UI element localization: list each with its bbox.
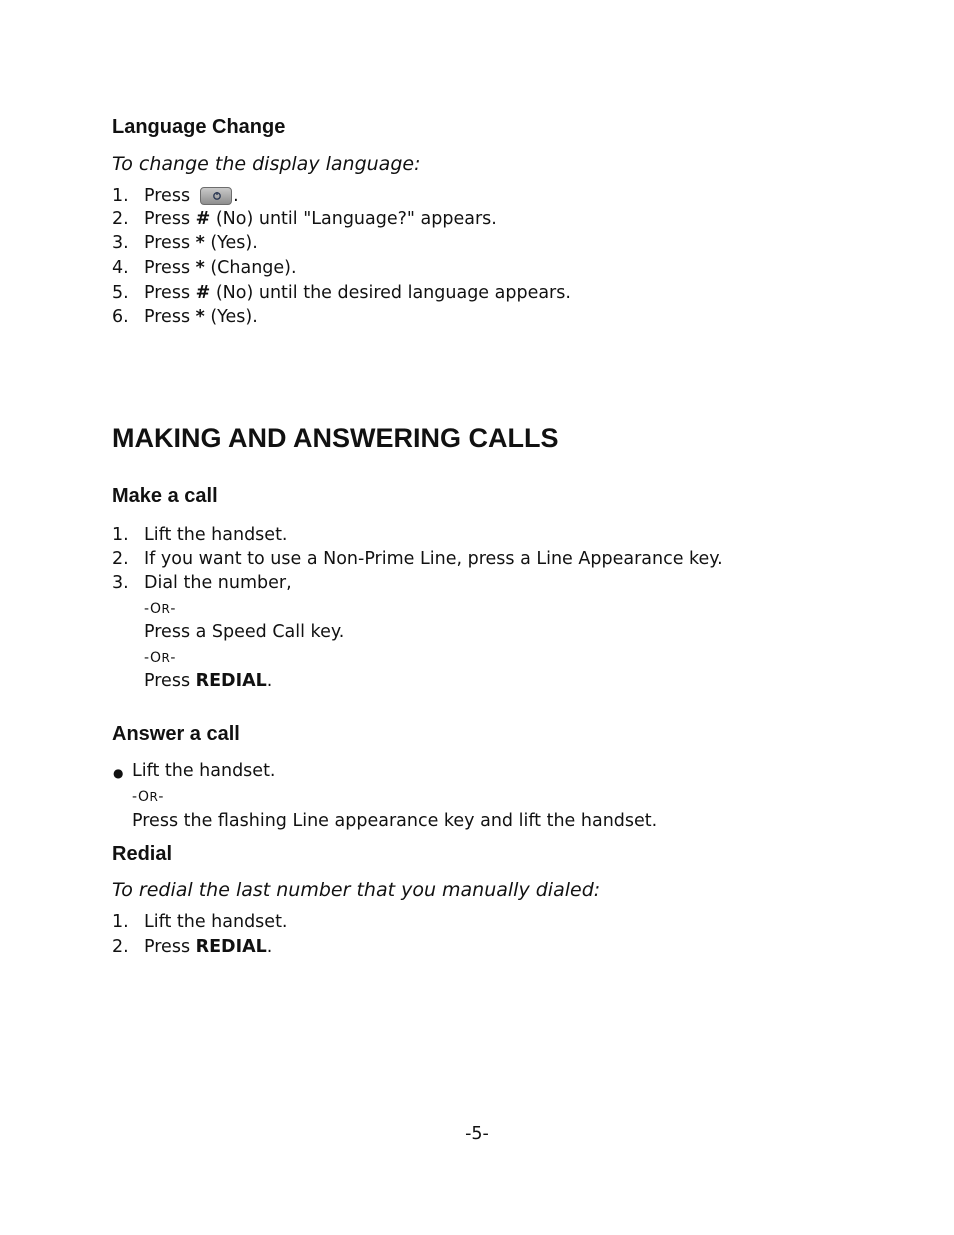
alt-speed-call: Press a Speed Call key. xyxy=(144,622,345,642)
step-number: 6. xyxy=(112,307,129,327)
section-title: MAKING AND ANSWERING CALLS xyxy=(112,423,559,453)
heading-language-change: Language Change xyxy=(112,116,286,138)
language-step-1 xyxy=(112,185,239,207)
or-part: - xyxy=(170,650,176,666)
key-label: * xyxy=(195,307,205,327)
step-text: Press xyxy=(144,283,196,303)
step-text-end: . xyxy=(266,671,273,691)
or-part: -O xyxy=(144,601,162,617)
step-number: 2. xyxy=(112,549,129,569)
or-separator xyxy=(132,786,164,808)
redial-step-1 xyxy=(112,911,288,933)
step-text-end: (Yes). xyxy=(204,307,258,327)
step-number: 1. xyxy=(112,525,129,545)
step-text: Lift the handset. xyxy=(144,912,288,932)
redial-step-2 xyxy=(112,936,272,958)
step-text: Press xyxy=(144,258,196,278)
make-call-step-1 xyxy=(112,524,288,546)
step-text-end: . xyxy=(266,937,273,957)
or-part: R xyxy=(161,602,171,616)
step-number: 5. xyxy=(112,283,129,303)
step-number: 3. xyxy=(112,573,129,593)
step-number: 2. xyxy=(112,937,129,957)
key-label: * xyxy=(195,258,205,278)
language-step-5 xyxy=(112,282,571,304)
step-text: Dial the number, xyxy=(144,573,292,593)
key-label: * xyxy=(195,233,205,253)
or-part: -O xyxy=(132,789,150,805)
step-number: 4. xyxy=(112,258,129,278)
step-text-end: (Yes). xyxy=(204,233,258,253)
language-step-3 xyxy=(112,232,258,254)
key-label: REDIAL xyxy=(195,671,267,691)
step-text: Press xyxy=(144,937,196,957)
make-call-step-3 xyxy=(112,572,292,594)
heading-answer-a-call: Answer a call xyxy=(112,723,240,745)
heading-redial: Redial xyxy=(112,843,173,865)
or-separator xyxy=(144,647,176,669)
key-label: REDIAL xyxy=(195,937,267,957)
page-number: -5- xyxy=(465,1124,489,1144)
or-part: R xyxy=(149,790,159,804)
step-number: 1. xyxy=(112,912,129,932)
step-text-end: (No) until the desired language appears. xyxy=(210,283,571,303)
step-text-end: (No) until "Language?" appears. xyxy=(210,209,497,229)
answer-item: Lift the handset. xyxy=(132,761,276,781)
lead-redial: To redial the last number that you manually dialed: xyxy=(112,879,601,901)
or-part: - xyxy=(170,601,176,617)
step-text: Press xyxy=(144,186,191,206)
key-label: # xyxy=(195,209,211,229)
or-part: R xyxy=(161,651,171,665)
step-text: Press xyxy=(144,307,196,327)
key-label: # xyxy=(195,283,211,303)
or-part: - xyxy=(158,789,164,805)
alt-redial xyxy=(144,670,272,692)
step-text-end: . xyxy=(233,186,239,206)
settings-key-icon xyxy=(200,187,232,205)
heading-make-a-call: Make a call xyxy=(112,485,218,507)
step-number: 3. xyxy=(112,233,129,253)
language-step-6 xyxy=(112,306,258,328)
lead-change-language: To change the display language: xyxy=(112,153,421,175)
bullet: ● xyxy=(113,766,124,780)
step-text: Press xyxy=(144,671,196,691)
step-text: Lift the handset. xyxy=(144,525,288,545)
step-text: If you want to use a Non-Prime Line, press a Line Appearance key. xyxy=(144,549,723,569)
or-part: -O xyxy=(144,650,162,666)
make-call-step-2 xyxy=(112,548,723,570)
language-step-2 xyxy=(112,208,497,230)
step-text-end: (Change). xyxy=(204,258,297,278)
step-text: Press xyxy=(144,209,196,229)
step-number: 2. xyxy=(112,209,129,229)
or-separator xyxy=(144,598,176,620)
step-text: Press xyxy=(144,233,196,253)
language-step-4 xyxy=(112,257,297,279)
step-number: 1. xyxy=(112,186,129,206)
answer-alt: Press the flashing Line appearance key and lift the handset. xyxy=(132,811,658,831)
